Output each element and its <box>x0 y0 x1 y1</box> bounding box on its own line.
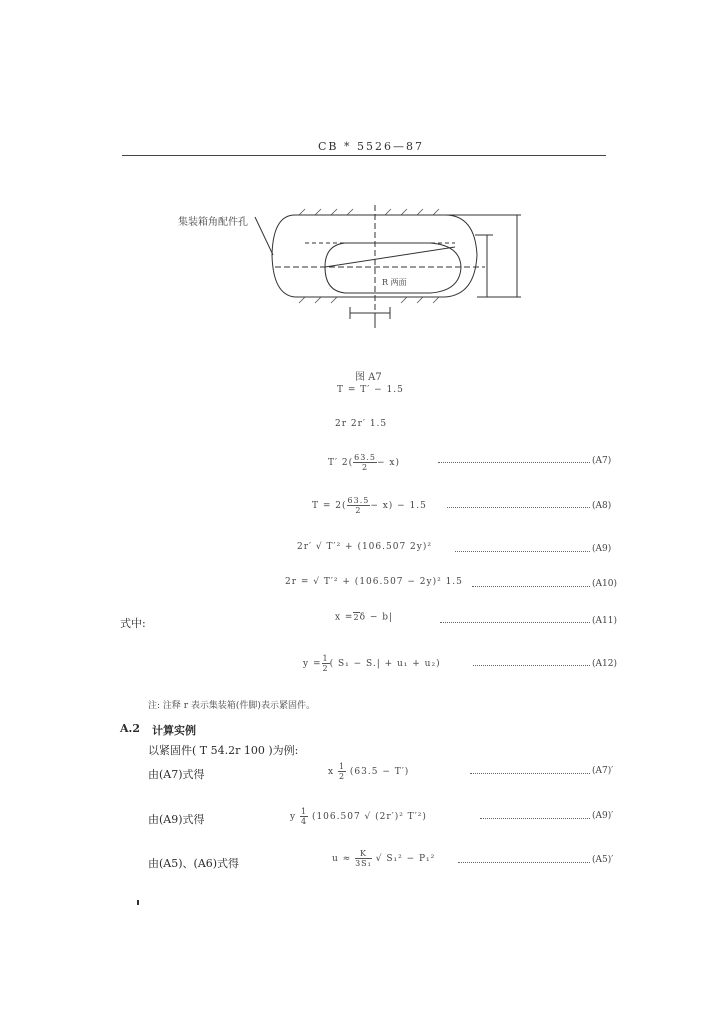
page-header: CB * 5526—87 <box>318 140 424 153</box>
example-equation: y $\frac{1}{4}$ (106.507 √ (2r′)² T′²) <box>290 807 427 826</box>
equation-a9: 2r′ √ T′² + (106.507 2y)² <box>297 542 432 552</box>
section-number: A.2 <box>120 722 141 735</box>
figure-caption: 图 A7 <box>355 372 382 383</box>
equation-a11: x = 2 δ − b| <box>335 612 394 623</box>
equation-a11-tag: (A11) <box>592 616 617 626</box>
leader-dots <box>458 862 590 863</box>
leader-dots <box>473 665 590 666</box>
leader-dots <box>472 586 590 587</box>
equation-a12: y = $\frac{1}{2}$ ( S₁ − S.| + u₁ + u₂) <box>303 654 441 673</box>
example-equation: u ≈ $\frac{K}{\text{3S₁}}$ √ S₁² − P₁² <box>332 849 436 868</box>
section-title: 计算实例 <box>152 724 196 737</box>
leader-dots <box>438 462 590 463</box>
example-equation: x $\frac{1}{2}$ (63.5 − T′) <box>328 762 410 781</box>
equation-a10: 2r = √ T′² + (106.507 − 2y)² 1.5 <box>285 577 463 587</box>
leader-dots <box>470 773 590 774</box>
leader-dots <box>440 622 590 623</box>
equation-2: 2r 2r′ 1.5 <box>335 419 388 429</box>
figure-center-label: R 两面 <box>382 278 407 287</box>
example-label: 由(A7)式得 <box>148 768 205 781</box>
equation-a10-tag: (A10) <box>592 579 617 589</box>
section-intro: 以紧固件( T 54.2r 100 )为例: <box>148 744 299 757</box>
example-tag: (A9)′ <box>592 811 614 821</box>
figure-callout-label: 集装箱角配件孔 <box>178 217 248 228</box>
example-label: 由(A9)式得 <box>148 813 205 826</box>
equation-a8: T = 2( $\frac{63.5}{2}$ − x) − 1.5 <box>312 496 427 515</box>
leader-dots <box>455 551 590 552</box>
example-tag: (A5)′ <box>592 855 614 865</box>
equation-a9-tag: (A9) <box>592 544 612 554</box>
note-text: 注: 注释 r 表示集装箱(件脚)表示紧固件。 <box>148 701 315 711</box>
equation-1: T = T′ − 1.5 <box>337 385 404 395</box>
where-label: 式中: <box>120 617 146 630</box>
equation-a7: T′ 2( $\frac{63.5}{2}$ − x) <box>328 453 400 472</box>
equation-a8-tag: (A8) <box>592 501 612 511</box>
header-rule <box>122 155 606 156</box>
leader-dots <box>480 818 590 819</box>
leader-dots <box>447 507 590 508</box>
page-mark <box>137 900 139 905</box>
equation-a7-tag: (A7) <box>592 456 612 466</box>
example-tag: (A7)′ <box>592 766 614 776</box>
equation-a12-tag: (A12) <box>592 659 617 669</box>
example-label: 由(A5)、(A6)式得 <box>148 857 240 870</box>
